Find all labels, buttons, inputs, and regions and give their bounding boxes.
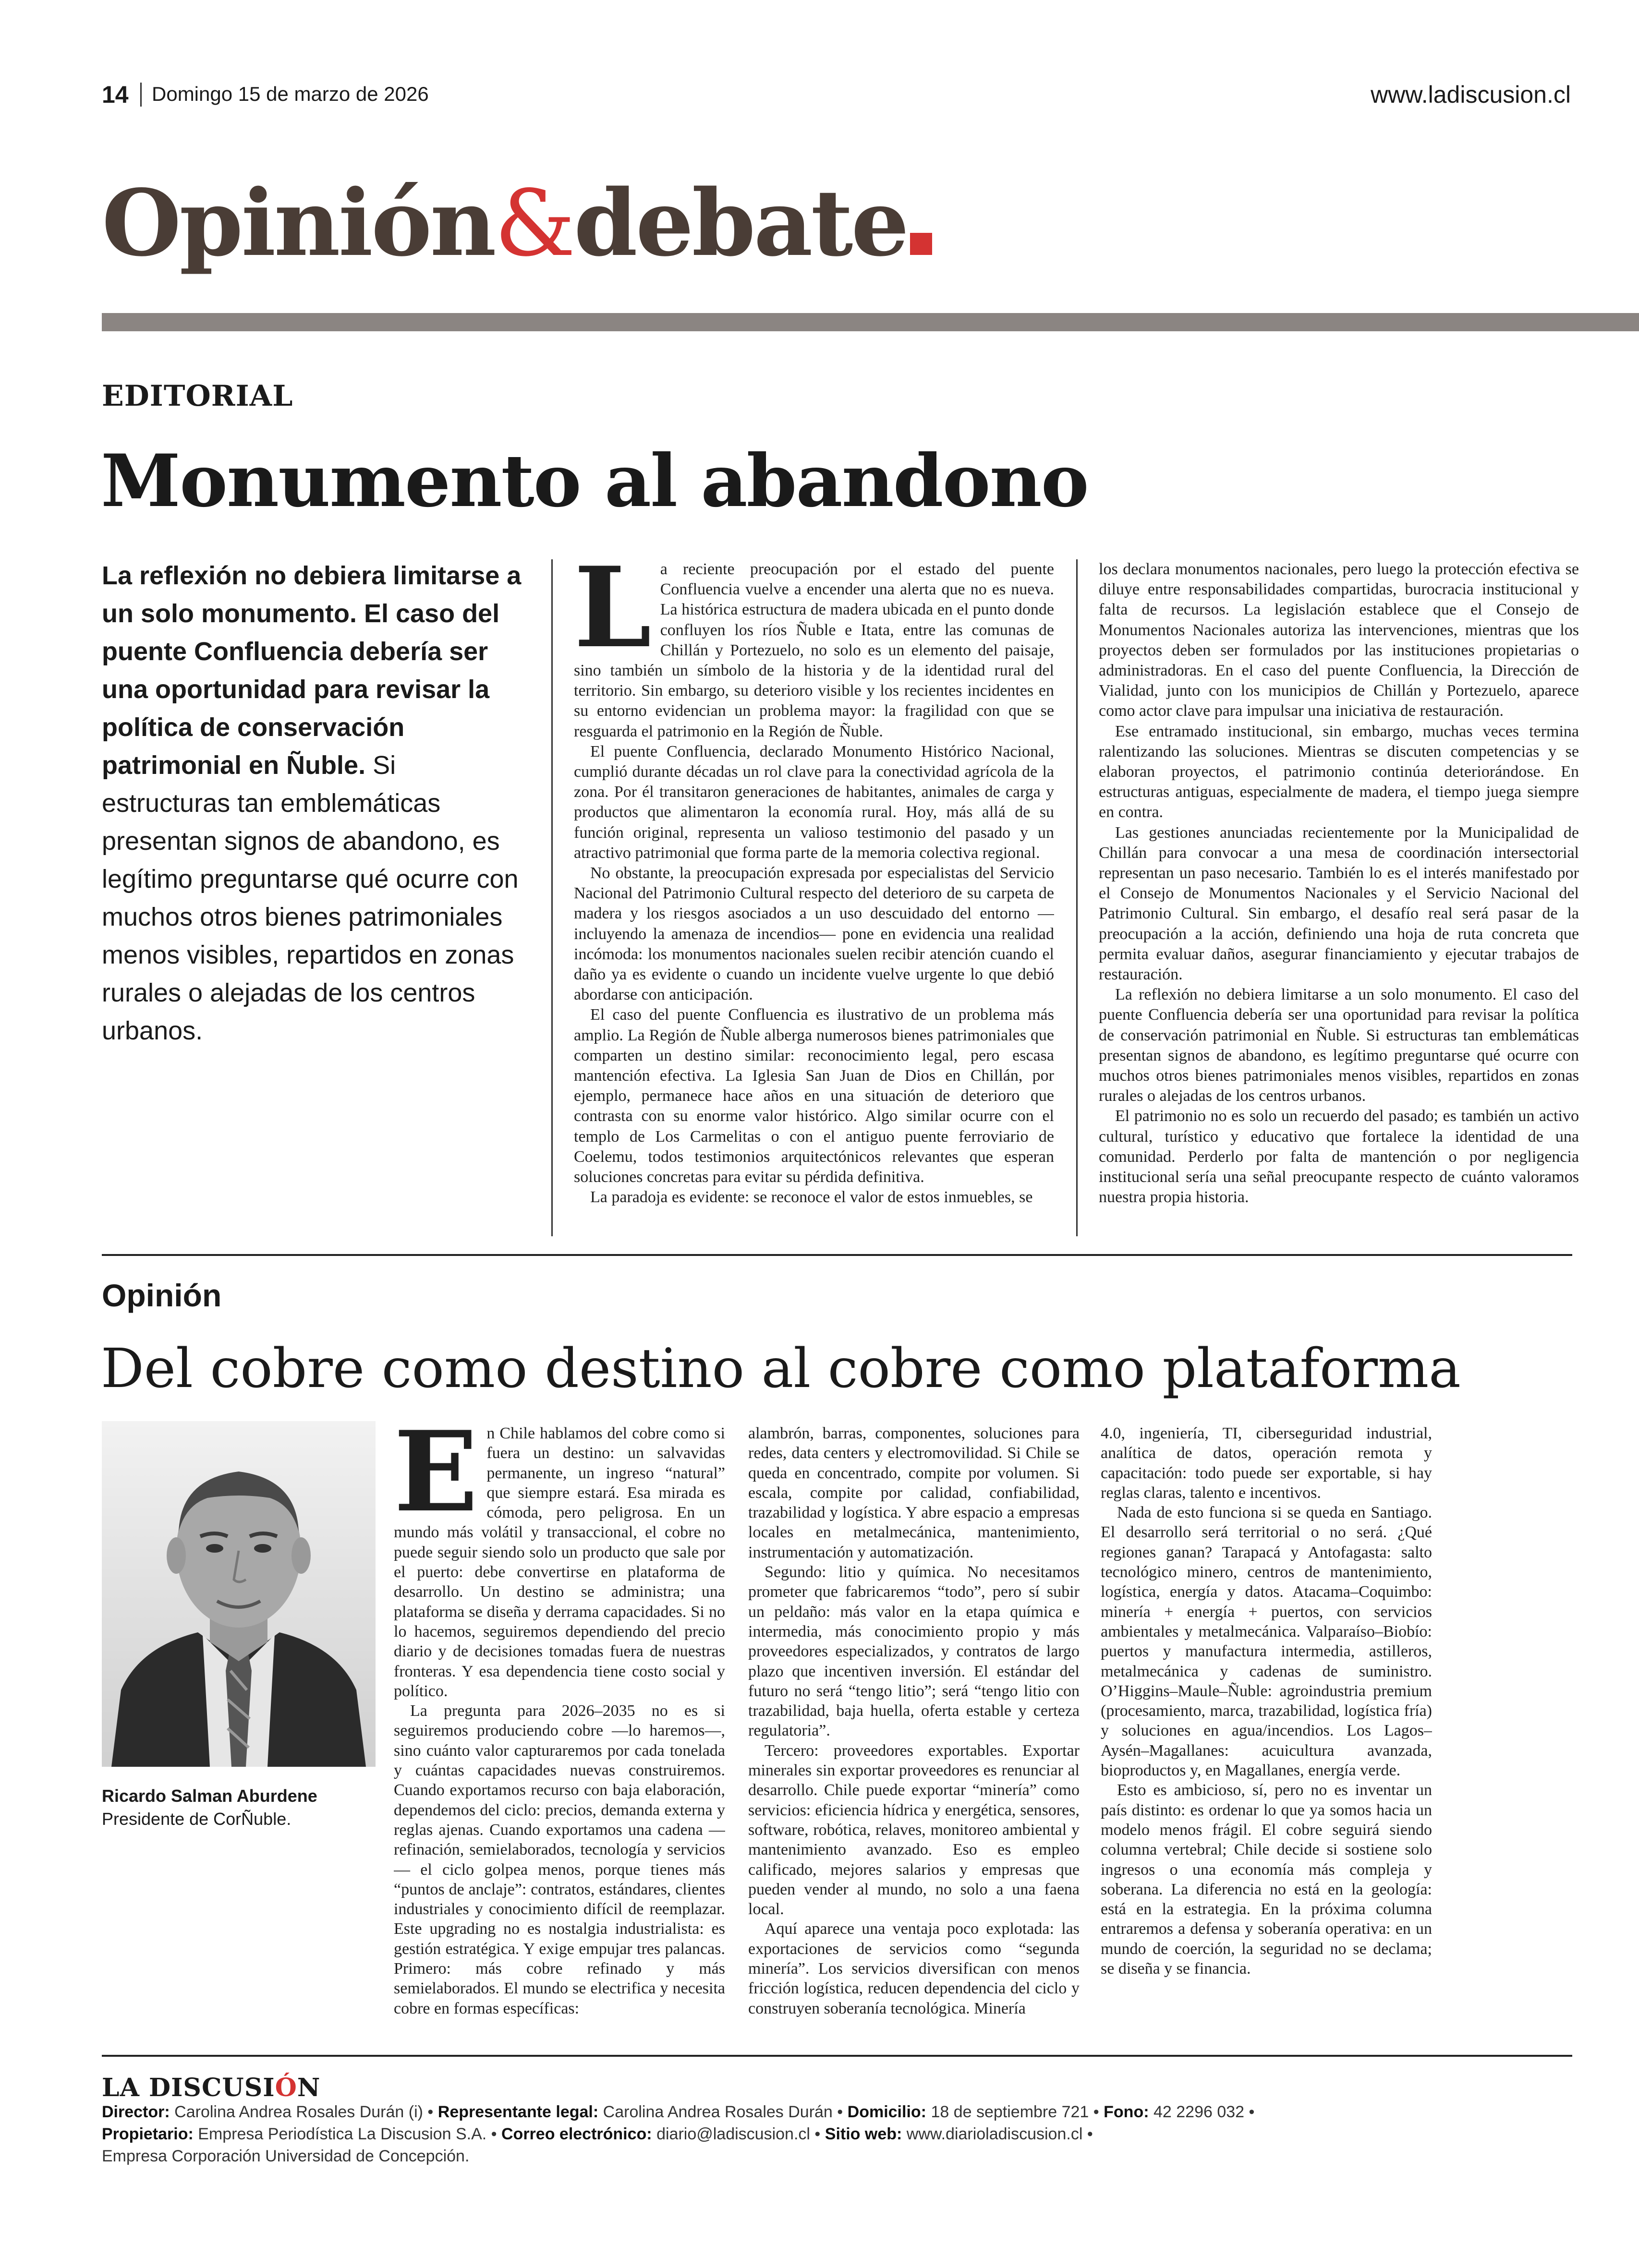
opinion-column-3 [1101, 1424, 1432, 2040]
column-rule [551, 559, 553, 1236]
owner-value: Empresa Periodística La Discusion S.A. [198, 2125, 487, 2143]
editorial-headline: Monumento al abandono [101, 439, 1088, 523]
opinion-paragraph: n Chile hablamos del cobre como si fuera un destino: un salvavidas permanente, un ingreso “natural” que siempre estará. Esa mirada es cómoda, pero peligrosa. En un mundo más volátil y transaccional, el cobre no puede seguir siendo solo un producto que sale por el puerto: debe convertirse en plataforma de desarrollo. Un destino se administra; una plataforma se diseña y derrama capacidades. Si no lo hacemos, seguiremos dependiendo del precio diario y de decisiones tomadas fuera de nuestras fronteras. Y esa dependencia tiene costo social y político. [394, 1424, 725, 1700]
opinion-paragraph: Tercero: proveedores exportables. Exportar minerales sin exportar proveedores es renunciar al desarrollo. Chile puede exportar “minería” como servicios: eficiencia hídrica y energética, sensores, software, robótica, relaves, monitoreo ambiental y mantenimiento avanzado. Eso es empleo calificado, mejores salarios y empresas que pueden vender al mundo, no solo a una faena local. [748, 1741, 1080, 1918]
opinion-paragraph: Segundo: litio y química. No necesitamos prometer que fabricaremos “todo”, pero sí subir un peldaño: más valor en la etapa química e intermedia, más conocimiento propio y más proveedores especializados, y contratos de largo plazo que incentiven inversión. El estándar del futuro no será “tengo litio”; será “tengo litio con trazabilidad, baja huella, oferta estable y certeza regulatoria”. [748, 1563, 1080, 1740]
editorial-paragraph: El caso del puente Confluencia es ilustrativo de un problema más amplio. La Región de Ñuble alberga numerosos bienes patrimoniales que comparten un destino similar: reconocimiento legal, pero escasa mantención efectiva. La Iglesia San Juan de Dios en Chillán, por ejemplo, permanece hace años en una situación de deterioro que contrasta con su enorme valor histórico. Algo similar ocurre con el templo de Los Carmelitas o con el antiguo puente ferroviario de Coelemu, todos testimonios arquitectónicos relevantes que esperan soluciones concretas para evitar su pérdida definitiva. [574, 1006, 1054, 1186]
masthead-part-1: Opinión [102, 169, 495, 277]
column-rule [1076, 559, 1078, 1236]
opinion-dropcap: E [394, 1424, 478, 1537]
editorial-paragraph: Las gestiones anunciadas recientemente por la Municipalidad de Chillán para convocar a una mesa de coordinación intersectorial representan un paso necesario. También lo es el interés manifestado por el Consejo de Monumentos Nacionales y el Servicio Nacional del Patrimonio Cultural. Sin embargo, el desafío real será pasar de la preocupación a la acción, definiendo una hoja de ruta concreta que permita evaluar daños, asegurar financiamiento y ejecutar trabajos de restauración. [1099, 823, 1579, 984]
brand-text-end: N [297, 2073, 321, 2102]
editorial-lede [102, 557, 529, 1050]
footer-rule [102, 2055, 1572, 2057]
editorial-paragraph: No obstante, la preocupación expresada por especialistas del Servicio Nacional del Patrimonio Cultural respecto del deterioro de su carpeta de madera y los riesgos asociados a un uso descuidado del entorno —incluyendo la amenaza de incendios— pone en evidencia una realidad incómoda: los monumentos nacionales suelen recibir atención cuando el daño ya es evidente o cuando un incidente vuelve urgente lo que debió abordarse con anticipación. [574, 864, 1054, 1004]
editorial-column-2 [1099, 559, 1579, 1239]
masthead-red-square [910, 233, 932, 255]
opinion-kicker: Opinión [102, 1278, 222, 1313]
web-label: Sitio web: [825, 2125, 902, 2143]
phone-label: Fono: [1104, 2103, 1149, 2121]
section-masthead [102, 169, 932, 277]
director-label: Director: [102, 2103, 170, 2121]
opinion-paragraph: alambrón, barras, componentes, soluciones para redes, data centers y electromovilidad. Si Chile se queda en concentrado, compite por volumen. Si escala, compite por calidad, confiabilidad, trazabilidad y logística. Y abre espacio a empresas locales en metalmecánica, mantenimiento, instrumentación y automatización. [748, 1424, 1080, 1561]
editorial-dropcap: L [574, 559, 652, 673]
opinion-paragraph: La pregunta para 2026–2035 no es si seguiremos produciendo cobre —lo haremos—, sino cuánto valor capturaremos por cada tonelada y cuántas capacidades nuevas construiremos. Cuando exportamos recurso con baja elaboración, dependemos del ciclo: precios, demanda externa y reglas ajenas. Cuando exportamos una cadena —refinación, semielaborados, tecnología y servicios— el ciclo golpea menos, porque tienes más “puntos de anclaje”: contratos, estándares, clientes industriales y conocimiento difícil de reemplazar. Este upgrading no es nostalgia industrialista: es gestión estratégica. Y exige empujar tres palancas. Primero: más cobre refinado y más semielaborados. El mundo se electrifica y necesita cobre en formas específicas: [394, 1702, 725, 2017]
brand-accent-letter: Ó [275, 2073, 297, 2102]
opinion-paragraph: Nada de esto funciona si se queda en Santiago. El desarrollo será territorial o no será. ¿Qué regiones ganan? Tarapacá y Antofagasta: salto tecnológico minero, centros de mantenimiento, logística, energía y datos. Atacama–Coquimbo: minería + energía + puertos, con servicios ambientales y metalmecánica. Valparaíso–Biobío: puertos y manufactura intermedia, astilleros, metalmecánica y cadenas de suministro. O’Higgins–Maule–Ñuble: agroindustria premium (procesamiento, marca, trazabilidad, logística fría) y soluciones en agua/incendios. Los Lagos–Aysén–Magallanes: acuicultura avanzada, bioproductos y, en Magallanes, energía verde. [1101, 1504, 1432, 1780]
masthead-part-2: debate [573, 169, 908, 277]
phone-value: 42 2296 032 [1153, 2103, 1245, 2121]
opinion-paragraph: Esto es ambicioso, sí, pero no es inventar un país distinto: es ordenar lo que ya somos hacia un modelo menos frágil. El cobre seguirá siendo columna vertebral; Chile decide si sostiene solo ingresos o una economía más compleja y soberana. La diferencia no está en la geología: está en la estrategia. En la próxima columna entraremos a defensa y soberanía operativa: en un mundo de coerción, la seguridad no se declama; se diseña y se financia. [1101, 1781, 1432, 1978]
editorial-column-1 [574, 559, 1054, 1239]
editorial-lede-rest: Si estructuras tan emblemáticas presentan signos de abandono, es legítimo preguntarse qué ocurre con muchos otros bienes patrimoniales menos visibles, repartidos en zonas rurales o alejadas de los centros urbanos. [102, 751, 519, 1045]
masthead-ampersand: & [494, 170, 574, 277]
legal-rep-label: Representante legal: [437, 2103, 599, 2121]
editorial-paragraph: los declara monumentos nacionales, pero luego la protección efectiva se diluye entre responsabilidades compartidas, burocracia institucional y falta de recursos. La legislación establece que el Consejo de Monumentos Nacionales autoriza las intervenciones, mientras que los proyectos deben ser formulados por las instituciones propietarias o administradoras. En el caso del puente Confluencia, la Dirección de Vialidad, junto con los municipios de Chillán y Portezuelo, aparece como actor clave para impulsar una iniciativa de restauración. [1099, 560, 1579, 720]
web-link[interactable]: www.diarioladiscusion.cl [906, 2125, 1083, 2143]
editorial-paragraph: a reciente preocupación por el estado del puente Confluencia vuelve a encender una alerta que no es nueva. La histórica estructura de madera ubicada en el punto donde confluyen los ríos Ñuble e Itata, entre las comunas de Chillán y Portezuelo, no solo es un elemento del paisaje, sino también un símbolo de la historia y de la identidad rural del territorio. Sin embargo, su deterioro visible y los recientes incidentes en su entorno evidencian un problema mayor: la fragilidad con que se resguarda el patrimonio en la Región de Ñuble. [574, 560, 1054, 740]
editorial-paragraph: El puente Confluencia, declarado Monumento Histórico Nacional, cumplió durante décadas un rol clave para la conectividad agrícola de la zona. Por él transitaron generaciones de habitantes, animales de carga y productos que alimentaron la economía rural. Hoy, más allá de su función original, representa un valioso testimonio del pasado y un atractivo patrimonial que forma parte de la memoria colectiva regional. [574, 742, 1054, 862]
email-link[interactable]: diario@ladiscusion.cl [656, 2125, 810, 2143]
author-name: Ricardo Salman Aburdene [102, 1786, 317, 1806]
opinion-column-1 [394, 1424, 725, 2040]
editorial-paragraph: La paradoja es evidente: se reconoce el valor de estos inmuebles, se [590, 1188, 1033, 1206]
brand-text: LA DISCUSI [102, 2073, 275, 2102]
editorial-paragraph: Ese entramado institucional, sin embargo, muchas veces termina ralentizando las soluciones. Mientras se discuten competencias y se elaboran proyectos, el patrimonio continúa deteriorándose. En estructuras antiguas, especialmente de madera, el tiempo juega siempre en contra. [1099, 722, 1579, 821]
address-label: Domicilio: [847, 2103, 926, 2121]
editorial-lede-bold: La reflexión no debiera limitarse a un solo monumento. El caso del puente Confluencia debería ser una oportunidad para revisar la política de conservación patrimonial en Ñuble. [102, 561, 522, 780]
newspaper-brand [102, 2073, 320, 2102]
opinion-paragraph: 4.0, ingeniería, TI, ciberseguridad industrial, analítica de datos, operación remota y capacitación: todo puede ser exportable, si hay reglas claras, talento e incentivos. [1101, 1424, 1432, 1502]
opinion-headline: Del cobre como destino al cobre como plataforma [101, 1338, 1461, 1400]
issue-date: Domingo 15 de marzo de 2026 [152, 83, 429, 105]
page-number: 14 [102, 81, 129, 108]
author-photo [102, 1421, 376, 1767]
section-divider-bar [102, 313, 1639, 331]
legal-rep-value: Carolina Andrea Rosales Durán [603, 2103, 833, 2121]
section-rule [102, 1254, 1572, 1256]
owner-label: Propietario: [102, 2125, 194, 2143]
footer-credits-line-1: Director: Carolina Andrea Rosales Durán (i) • Representante legal: Carolina Andrea Rosales Durán • Domicilio: 18 de septiembre 721 • Fono: 42 2296 032 • [102, 2103, 1255, 2121]
address-value: 18 de septiembre 721 [931, 2103, 1089, 2121]
website-link[interactable]: www.ladiscusion.cl [1371, 81, 1571, 108]
footer-credits-line-3: Empresa Corporación Universidad de Concepción. [102, 2147, 470, 2165]
opinion-paragraph: Aquí aparece una ventaja poco explotada: las exportaciones de servicios como “segunda minería”. Los servicios diversifican con menos fricción logística, reducen dependencia del ciclo y construyen soberanía tecnológica. Minería [748, 1920, 1080, 2017]
editorial-paragraph: La reflexión no debiera limitarse a un solo monumento. El caso del puente Confluencia debería ser una oportunidad para revisar la política de conservación patrimonial en Ñuble. Si estructuras tan emblemáticas presentan signos de abandono, es legítimo preguntarse qué ocurre con muchos otros bienes patrimoniales menos visibles, repartidos en zonas rurales o alejadas de los centros urbanos. [1099, 986, 1579, 1105]
header-separator [140, 83, 142, 107]
author-role: Presidente de CorÑuble. [102, 1809, 291, 1829]
footer-credits-line-2: Propietario: Empresa Periodística La Discusion S.A. • Correo electrónico: diario@ladiscusion.cl • Sitio web: www.diarioladiscusion.cl • [102, 2125, 1093, 2143]
director-value: Carolina Andrea Rosales Durán (i) [174, 2103, 423, 2121]
email-label: Correo electrónico: [501, 2125, 652, 2143]
editorial-kicker: EDITORIAL [102, 379, 293, 413]
editorial-paragraph: El patrimonio no es solo un recuerdo del pasado; es también un activo cultural, turístico y educativo que fortalece la identidad de una comunidad. Perderlo por falta de mantención o por negligencia institucional sería una señal preocupante respecto de cuánto valoramos nuestra propia historia. [1099, 1107, 1579, 1206]
opinion-column-2 [748, 1424, 1080, 2040]
